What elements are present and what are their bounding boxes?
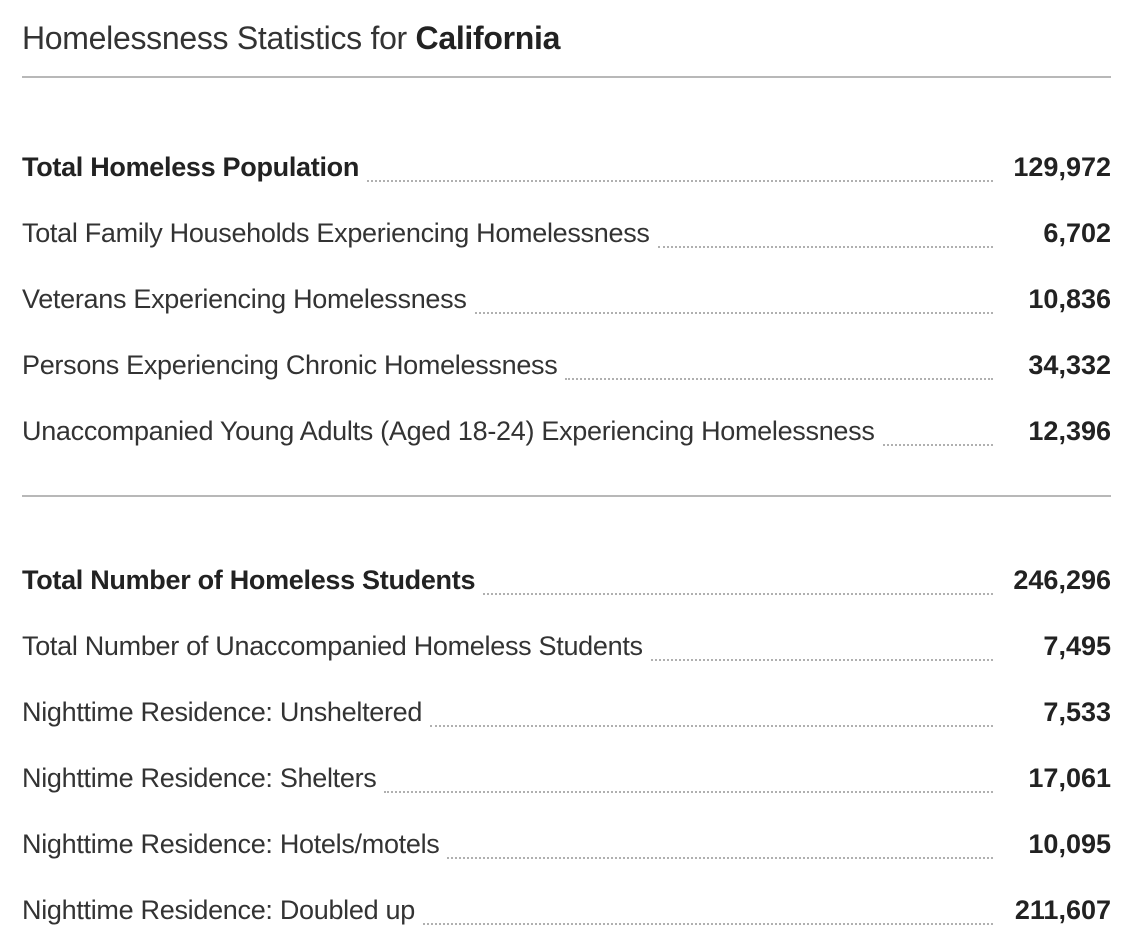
stat-label: Persons Experiencing Chronic Homelessness	[22, 350, 558, 380]
dotted-leader	[483, 593, 993, 595]
stat-label: Nighttime Residence: Unsheltered	[22, 697, 423, 727]
stat-row-young-adults	[22, 394, 1111, 460]
stat-value: 7,495	[1043, 631, 1111, 661]
stat-row-chronic	[22, 328, 1111, 394]
students-section	[22, 543, 1111, 939]
stat-value: 246,296	[1013, 565, 1111, 595]
title-divider	[22, 76, 1111, 78]
stat-label: Nighttime Residence: Doubled up	[22, 895, 415, 925]
stat-value: 17,061	[1028, 763, 1111, 793]
stat-row-unsheltered	[22, 675, 1111, 741]
stat-row-veterans	[22, 262, 1111, 328]
stat-label: Veterans Experiencing Homelessness	[22, 284, 467, 314]
dotted-leader	[475, 312, 993, 314]
stat-value: 10,095	[1028, 829, 1111, 859]
stat-label: Nighttime Residence: Shelters	[22, 763, 377, 793]
dotted-leader	[384, 791, 993, 793]
stat-value: 10,836	[1028, 284, 1111, 314]
stat-value: 6,702	[1043, 218, 1111, 248]
dotted-leader	[367, 180, 993, 182]
stat-row-hotels-motels	[22, 807, 1111, 873]
stat-value: 12,396	[1028, 416, 1111, 446]
title-state: California	[415, 20, 561, 56]
stat-row-unaccompanied-students	[22, 609, 1111, 675]
stat-label: Nighttime Residence: Hotels/motels	[22, 829, 440, 859]
stat-value: 7,533	[1043, 697, 1111, 727]
dotted-leader	[447, 857, 993, 859]
dotted-leader	[658, 246, 993, 248]
dotted-leader	[565, 378, 993, 380]
stat-label: Unaccompanied Young Adults (Aged 18-24) Experiencing Homelessness	[22, 416, 875, 446]
dotted-leader	[430, 725, 993, 727]
stat-label: Total Family Households Experiencing Homelessness	[22, 218, 650, 248]
dotted-leader	[651, 659, 993, 661]
population-section	[22, 130, 1111, 460]
stat-value: 211,607	[1014, 895, 1111, 925]
stat-label: Total Number of Unaccompanied Homeless Students	[22, 631, 643, 661]
dotted-leader	[423, 923, 993, 925]
stat-row-doubled-up	[22, 873, 1111, 939]
stat-row-family-households	[22, 196, 1111, 262]
stat-row-total-homeless-population	[22, 130, 1111, 196]
stat-value: 129,972	[1013, 152, 1111, 182]
stat-value: 34,332	[1028, 350, 1111, 380]
stat-row-total-homeless-students	[22, 543, 1111, 609]
section-divider	[22, 495, 1111, 497]
stat-label: Total Homeless Population	[22, 152, 360, 182]
page-title	[22, 16, 560, 60]
stat-label: Total Number of Homeless Students	[22, 565, 476, 595]
stat-row-shelters	[22, 741, 1111, 807]
title-prefix: Homelessness Statistics for	[22, 20, 407, 56]
dotted-leader	[883, 444, 993, 446]
